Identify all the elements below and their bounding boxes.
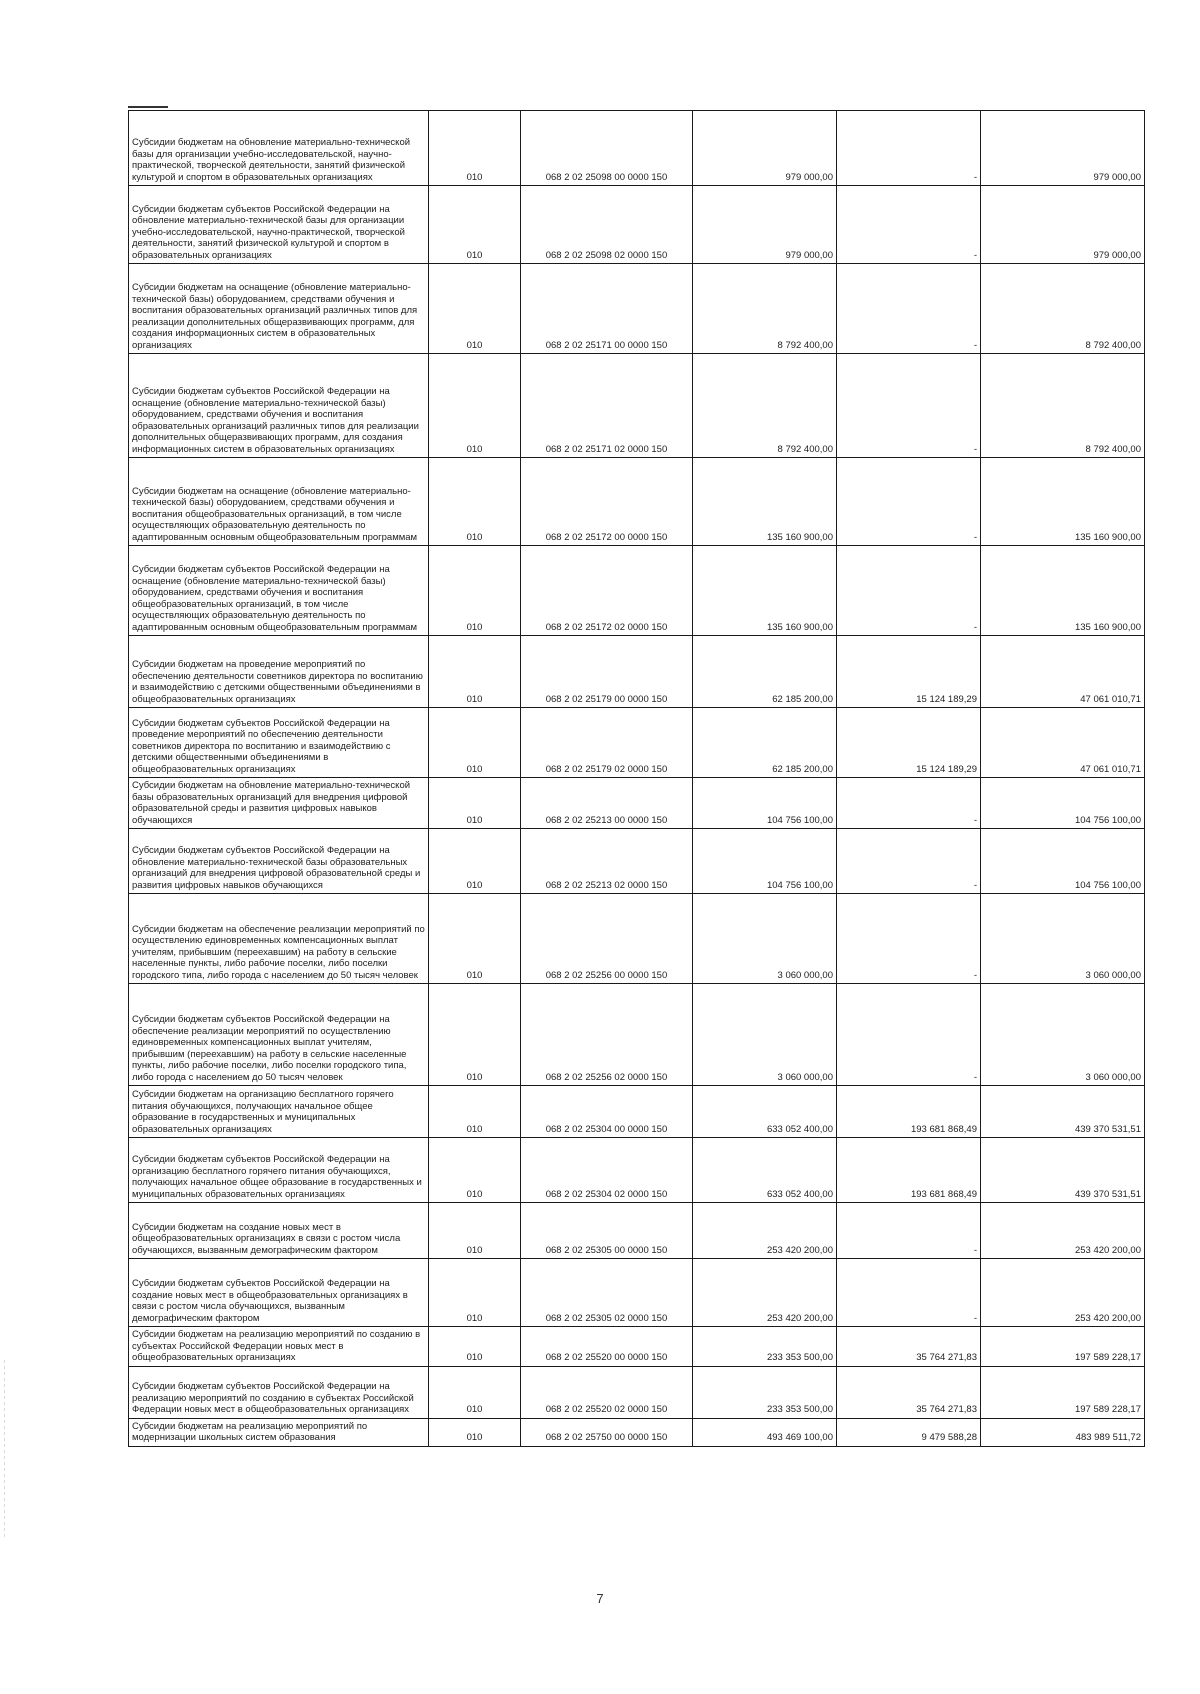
row-budget-code-cell: 068 2 02 25179 00 0000 150 [521,636,693,708]
row-budget-code-cell: 068 2 02 25305 00 0000 150 [521,1203,693,1259]
row-approved-amount-cell: 62 185 200,00 [693,708,837,778]
row-approved-amount-cell: 233 353 500,00 [693,1366,837,1418]
row-unexecuted-amount-cell: 104 756 100,00 [981,778,1145,829]
row-approved-amount-cell: 633 052 400,00 [693,1138,837,1203]
row-line-code-cell: 010 [429,708,521,778]
row-executed-amount-cell: - [837,546,981,636]
row-executed-amount-cell: - [837,186,981,264]
row-budget-code-cell: 068 2 02 25171 00 0000 150 [521,264,693,354]
row-line-code-cell: 010 [429,1086,521,1138]
row-unexecuted-amount-cell: 135 160 900,00 [981,546,1145,636]
row-name-cell: Субсидии бюджетам на реализацию мероприятий по модернизации школьных систем образования [129,1418,429,1446]
table-row [129,894,1145,984]
row-name-cell: Субсидии бюджетам на оснащение (обновление материально-технической базы) оборудованием, средствами обучения и воспитания общеобразовательных организаций, в том числе осуществляющих образовательную деятельность по адаптированным основным общеобразовательным программам [129,458,429,546]
row-name-cell: Субсидии бюджетам субъектов Российской Федерации на обеспечение реализации мероприятий по осуществлению единовременных компенсационных выплат учителям, прибывшим (переехавшим) на работу в сельские населенные пункты, либо рабочие поселки, либо поселки городского типа, либо города с населением до 50 тысяч человек [129,984,429,1086]
row-executed-amount-cell: - [837,778,981,829]
row-name-cell: Субсидии бюджетам на создание новых мест в общеобразовательных организациях в связи с ростом числа обучающихся, вызванным демографическим фактором [129,1203,429,1259]
row-executed-amount-cell: 9 479 588,28 [837,1418,981,1446]
table-row [129,546,1145,636]
row-line-code-cell: 010 [429,984,521,1086]
row-budget-code-cell: 068 2 02 25172 00 0000 150 [521,458,693,546]
row-executed-amount-cell: 35 764 271,83 [837,1366,981,1418]
row-executed-amount-cell: - [837,894,981,984]
row-budget-code-cell: 068 2 02 25256 00 0000 150 [521,894,693,984]
row-unexecuted-amount-cell: 47 061 010,71 [981,708,1145,778]
row-unexecuted-amount-cell: 439 370 531,51 [981,1138,1145,1203]
row-line-code-cell: 010 [429,1366,521,1418]
row-name-cell: Субсидии бюджетам субъектов Российской Федерации на обновление материально-технической базы для организации учебно-исследовательской, научно-практической, творческой деятельности, занятий физической культурой и спортом в образовательных организациях [129,186,429,264]
row-budget-code-cell: 068 2 02 25304 00 0000 150 [521,1086,693,1138]
row-name-cell: Субсидии бюджетам субъектов Российской Федерации на создание новых мест в общеобразовательных организациях в связи с ростом числа обучающихся, вызванным демографическим фактором [129,1259,429,1327]
row-budget-code-cell: 068 2 02 25213 00 0000 150 [521,778,693,829]
row-unexecuted-amount-cell: 197 589 228,17 [981,1327,1145,1367]
table-row [129,111,1145,186]
row-line-code-cell: 010 [429,894,521,984]
scan-corner-mark [128,106,168,108]
row-budget-code-cell: 068 2 02 25179 02 0000 150 [521,708,693,778]
row-line-code-cell: 010 [429,636,521,708]
row-unexecuted-amount-cell: 253 420 200,00 [981,1259,1145,1327]
row-unexecuted-amount-cell: 104 756 100,00 [981,829,1145,894]
row-unexecuted-amount-cell: 439 370 531,51 [981,1086,1145,1138]
table-row [129,186,1145,264]
table-row [129,708,1145,778]
row-name-cell: Субсидии бюджетам на обновление материально-технической базы образовательных организаций для внедрения цифровой образовательной среды и развития цифровых навыков обучающихся [129,778,429,829]
row-approved-amount-cell: 493 469 100,00 [693,1418,837,1446]
row-line-code-cell: 010 [429,1259,521,1327]
table-row [129,1418,1145,1446]
row-executed-amount-cell: - [837,458,981,546]
table-row [129,1086,1145,1138]
row-budget-code-cell: 068 2 02 25305 02 0000 150 [521,1259,693,1327]
row-budget-code-cell: 068 2 02 25213 02 0000 150 [521,829,693,894]
row-line-code-cell: 010 [429,354,521,458]
row-executed-amount-cell: 35 764 271,83 [837,1327,981,1367]
row-budget-code-cell: 068 2 02 25098 00 0000 150 [521,111,693,186]
table-row [129,1203,1145,1259]
row-unexecuted-amount-cell: 253 420 200,00 [981,1203,1145,1259]
row-executed-amount-cell: - [837,984,981,1086]
row-executed-amount-cell: 15 124 189,29 [837,708,981,778]
table-body [129,111,1145,1447]
row-unexecuted-amount-cell: 979 000,00 [981,186,1145,264]
row-name-cell: Субсидии бюджетам субъектов Российской Федерации на обновление материально-технической базы образовательных организаций для внедрения цифровой образовательной среды и развития цифровых навыков обучающихся [129,829,429,894]
row-name-cell: Субсидии бюджетам на оснащение (обновление материально-технической базы) оборудованием, средствами обучения и воспитания образовательных организаций различных типов для реализации дополнительных общеразвивающих программ, для создания информационных систем в образовательных организациях [129,264,429,354]
row-line-code-cell: 010 [429,1418,521,1446]
row-name-cell: Субсидии бюджетам на обеспечение реализации мероприятий по осуществлению единовременных компенсационных выплат учителям, прибывшим (переехавшим) на работу в сельские населенные пункты, либо рабочие поселки, либо поселки городского типа, либо города с населением до 50 тысяч человек [129,894,429,984]
row-line-code-cell: 010 [429,546,521,636]
row-unexecuted-amount-cell: 8 792 400,00 [981,264,1145,354]
table-row [129,1366,1145,1418]
row-line-code-cell: 010 [429,186,521,264]
row-line-code-cell: 010 [429,829,521,894]
row-name-cell: Субсидии бюджетам на проведение мероприятий по обеспечению деятельности советников директора по воспитанию и взаимодействию с детскими общественными объединениями в общеобразовательных организациях [129,636,429,708]
row-approved-amount-cell: 8 792 400,00 [693,354,837,458]
row-unexecuted-amount-cell: 483 989 511,72 [981,1418,1145,1446]
row-approved-amount-cell: 3 060 000,00 [693,894,837,984]
row-unexecuted-amount-cell: 197 589 228,17 [981,1366,1145,1418]
row-budget-code-cell: 068 2 02 25304 02 0000 150 [521,1138,693,1203]
row-line-code-cell: 010 [429,1203,521,1259]
row-executed-amount-cell: - [837,829,981,894]
row-executed-amount-cell: 15 124 189,29 [837,636,981,708]
row-unexecuted-amount-cell: 3 060 000,00 [981,894,1145,984]
row-name-cell: Субсидии бюджетам на реализацию мероприятий по созданию в субъектах Российской Федерации новых мест в общеобразовательных организациях [129,1327,429,1367]
row-executed-amount-cell: - [837,1259,981,1327]
row-budget-code-cell: 068 2 02 25172 02 0000 150 [521,546,693,636]
row-executed-amount-cell: - [837,264,981,354]
row-approved-amount-cell: 135 160 900,00 [693,546,837,636]
row-executed-amount-cell: 193 681 868,49 [837,1138,981,1203]
row-approved-amount-cell: 253 420 200,00 [693,1259,837,1327]
row-name-cell: Субсидии бюджетам на организацию бесплатного горячего питания обучающихся, получающих начальное общее образование в государственных и муниципальных образовательных организациях [129,1086,429,1138]
row-budget-code-cell: 068 2 02 25256 02 0000 150 [521,984,693,1086]
row-unexecuted-amount-cell: 8 792 400,00 [981,354,1145,458]
row-name-cell: Субсидии бюджетам субъектов Российской Федерации на оснащение (обновление материально-технической базы) оборудованием, средствами обучения и воспитания образовательных организаций различных типов для реализации дополнительных общеразвивающих программ, для создания информационных систем в образовательных организациях [129,354,429,458]
table-row [129,1138,1145,1203]
row-budget-code-cell: 068 2 02 25098 02 0000 150 [521,186,693,264]
table-row [129,778,1145,829]
page-number: 7 [596,1591,604,1606]
budget-revenue-table [128,110,1145,1447]
row-approved-amount-cell: 104 756 100,00 [693,778,837,829]
table-row [129,458,1145,546]
row-line-code-cell: 010 [429,264,521,354]
table-row [129,636,1145,708]
row-approved-amount-cell: 135 160 900,00 [693,458,837,546]
row-unexecuted-amount-cell: 979 000,00 [981,111,1145,186]
row-approved-amount-cell: 233 353 500,00 [693,1327,837,1367]
row-unexecuted-amount-cell: 47 061 010,71 [981,636,1145,708]
row-executed-amount-cell: - [837,354,981,458]
row-executed-amount-cell: - [837,1203,981,1259]
row-name-cell: Субсидии бюджетам на обновление материально-технической базы для организации учебно-исследовательской, научно-практической, творческой деятельности, занятий физической культурой и спортом в образовательных организациях [129,111,429,186]
row-approved-amount-cell: 3 060 000,00 [693,984,837,1086]
row-budget-code-cell: 068 2 02 25750 00 0000 150 [521,1418,693,1446]
table-row [129,1259,1145,1327]
row-unexecuted-amount-cell: 3 060 000,00 [981,984,1145,1086]
row-approved-amount-cell: 979 000,00 [693,111,837,186]
row-name-cell: Субсидии бюджетам субъектов Российской Федерации на проведение мероприятий по обеспечению деятельности советников директора по воспитанию и взаимодействию с детскими общественными объединениями в общеобразовательных организациях [129,708,429,778]
row-executed-amount-cell: - [837,111,981,186]
row-line-code-cell: 010 [429,111,521,186]
row-budget-code-cell: 068 2 02 25171 02 0000 150 [521,354,693,458]
row-approved-amount-cell: 979 000,00 [693,186,837,264]
row-line-code-cell: 010 [429,458,521,546]
row-approved-amount-cell: 633 052 400,00 [693,1086,837,1138]
row-line-code-cell: 010 [429,1138,521,1203]
row-executed-amount-cell: 193 681 868,49 [837,1086,981,1138]
row-name-cell: Субсидии бюджетам субъектов Российской Федерации на оснащение (обновление материально-технической базы) оборудованием, средствами обучения и воспитания общеобразовательных организаций, в том числе осуществляющих образовательную деятельность по адаптированным основным общеобразовательным программам [129,546,429,636]
table-row [129,354,1145,458]
table-row [129,984,1145,1086]
row-line-code-cell: 010 [429,1327,521,1367]
table-row [129,1327,1145,1367]
row-line-code-cell: 010 [429,778,521,829]
row-name-cell: Субсидии бюджетам субъектов Российской Федерации на реализацию мероприятий по созданию в субъектах Российской Федерации новых мест в общеобразовательных организациях [129,1366,429,1418]
table-row [129,829,1145,894]
row-approved-amount-cell: 104 756 100,00 [693,829,837,894]
row-name-cell: Субсидии бюджетам субъектов Российской Федерации на организацию бесплатного горячего питания обучающихся, получающих начальное общее образование в государственных и муниципальных образовательных организациях [129,1138,429,1203]
row-unexecuted-amount-cell: 135 160 900,00 [981,458,1145,546]
table-row [129,264,1145,354]
scan-edge-artifact [4,1360,5,1540]
row-approved-amount-cell: 62 185 200,00 [693,636,837,708]
row-approved-amount-cell: 8 792 400,00 [693,264,837,354]
row-budget-code-cell: 068 2 02 25520 02 0000 150 [521,1366,693,1418]
row-budget-code-cell: 068 2 02 25520 00 0000 150 [521,1327,693,1367]
row-approved-amount-cell: 253 420 200,00 [693,1203,837,1259]
